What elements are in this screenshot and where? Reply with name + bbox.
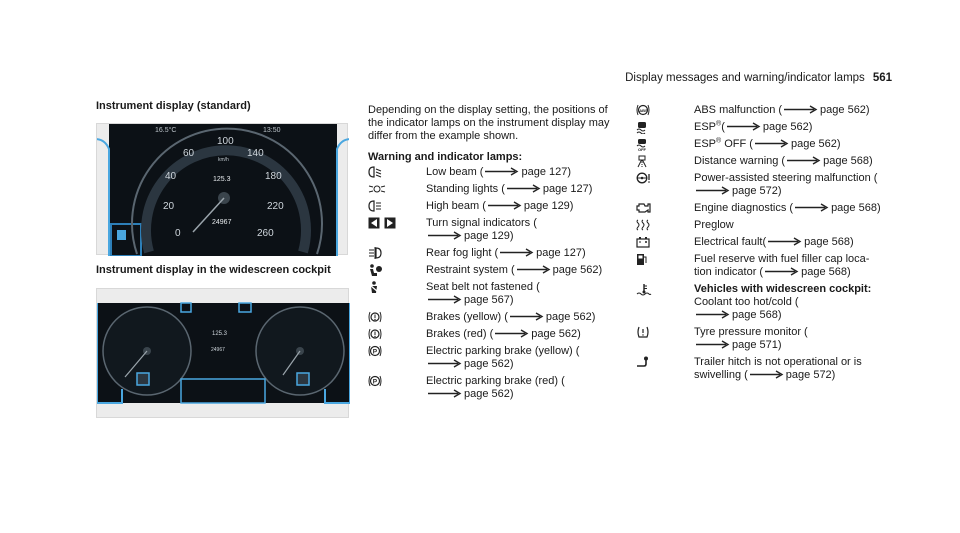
page-link[interactable]: page 562) [545, 311, 596, 323]
item-text: Electric parking brake (red) ( [426, 375, 565, 387]
high-beam-icon [368, 200, 426, 213]
item-text: Preglow [694, 219, 734, 231]
page-link[interactable]: page 127) [521, 166, 572, 178]
coolant-icon [636, 283, 694, 296]
ticks-1: 20 [163, 201, 175, 212]
item-text: Brakes (red) ( [426, 328, 494, 340]
labels-odo: 24967 [212, 219, 232, 226]
page-link[interactable]: page 562) [790, 138, 841, 150]
intro-paragraph: Depending on the display setting, the positions of the indicator lamps on the instrument display may differ from the example shown. [368, 104, 610, 142]
restraint-system-icon [368, 264, 426, 277]
ticks-2: 40 [165, 171, 177, 182]
page-link[interactable]: page 572) [732, 185, 782, 197]
list-item [368, 200, 624, 213]
list-item [368, 183, 624, 196]
list-item [368, 328, 624, 341]
esp-icon [636, 121, 694, 134]
instrument-display-widescreen-image [96, 288, 349, 418]
list-item [636, 172, 906, 198]
abs-icon [636, 104, 694, 117]
item-text: Low beam ( [426, 166, 484, 178]
page-link[interactable]: page 568) [831, 202, 881, 214]
labels-odo: 24967 [211, 347, 225, 353]
page-link[interactable]: page 568) [801, 266, 851, 278]
item-text: Distance warning ( [694, 155, 786, 167]
item-text: Electrical fault( [694, 236, 767, 248]
item-text: Seat belt not fastened ( [426, 281, 540, 293]
item-text: OFF ( [721, 138, 753, 150]
item-text: Electric parking brake (yellow) ( [426, 345, 580, 357]
ticks-6: 180 [265, 171, 282, 182]
ticks-3: 60 [183, 148, 195, 159]
battery-icon [636, 236, 694, 249]
list-item [636, 356, 906, 382]
labels-time: 13:50 [263, 127, 281, 134]
trailer-hitch-icon [636, 356, 694, 369]
list-item [368, 166, 624, 179]
list-item [368, 281, 624, 307]
item-text: Rear fog light ( [426, 247, 499, 259]
page-link[interactable]: page 572) [785, 369, 836, 381]
tyre-pressure-icon [636, 326, 694, 339]
arrow-right-icon [517, 265, 551, 274]
arrow-right-icon [750, 370, 784, 379]
arrow-right-icon [428, 231, 462, 240]
item-text: ESP [694, 138, 717, 150]
list-item [368, 375, 624, 401]
page-link[interactable]: page 571) [732, 339, 782, 351]
parking-brake-red-icon [368, 375, 426, 388]
list-item [636, 326, 906, 352]
header-title: Display messages and warning/indicator lamps [625, 72, 865, 84]
page-link[interactable]: page 562) [552, 264, 603, 276]
page-link[interactable]: page 568) [732, 309, 782, 321]
registered-mark: ® [716, 120, 722, 128]
labels-center: 125.3 [213, 176, 231, 183]
text-column-2 [368, 104, 624, 405]
turn-signal-icon [368, 217, 426, 230]
esp-off-icon [636, 138, 694, 151]
page-link[interactable]: page 127) [536, 247, 586, 259]
list-item [636, 202, 906, 215]
page-link[interactable]: page 129) [523, 200, 574, 212]
list-item [368, 247, 624, 260]
page-link[interactable]: page 568) [823, 155, 873, 167]
list-item [636, 138, 906, 151]
item-text: ( [721, 121, 725, 133]
list-item [368, 217, 624, 243]
arrow-right-icon [696, 310, 730, 319]
page-link[interactable]: page 562) [531, 328, 581, 340]
caption-standard: Instrument display (standard) [96, 100, 251, 112]
list-item [636, 155, 906, 168]
list-item [636, 104, 906, 117]
arrow-right-icon [485, 167, 519, 176]
standing-lights-icon [368, 183, 426, 196]
warnings-heading: Warning and indicator lamps: [368, 151, 523, 163]
list-item [636, 219, 906, 232]
list-item [636, 236, 906, 249]
page-link[interactable]: page 127) [542, 183, 593, 195]
arrow-right-icon [428, 389, 462, 398]
page-header [625, 72, 892, 84]
preglow-icon [636, 219, 694, 232]
arrow-right-icon [784, 105, 818, 114]
page-number: 561 [872, 72, 892, 84]
item-text: Power-assisted steering malfunction ( [694, 172, 878, 184]
item-text: High beam ( [426, 200, 486, 212]
list-item [368, 264, 624, 277]
arrow-right-icon [765, 267, 799, 276]
arrow-right-icon [495, 329, 529, 338]
svg-text:P: P [372, 348, 378, 356]
page-link[interactable]: page 568) [804, 236, 854, 248]
page-link[interactable]: page 562) [464, 358, 514, 370]
item-text: swivelling ( [694, 369, 748, 381]
parking-brake-yellow-icon [368, 345, 426, 358]
item-text: Restraint system ( [426, 264, 515, 276]
item-text: Trailer hitch is not operational or is [694, 356, 862, 368]
page-link[interactable]: page 129) [464, 230, 514, 242]
distance-warning-icon [636, 155, 694, 168]
item-text: Standing lights ( [426, 183, 505, 195]
ticks-0: 0 [175, 228, 181, 239]
registered-mark: ® [716, 137, 722, 145]
ticks-5: 140 [247, 148, 264, 159]
ticks-4: 100 [217, 136, 234, 147]
labels-center: 125.3 [212, 331, 228, 337]
item-text: Fuel reserve with fuel filler cap loca- [694, 253, 870, 265]
arrow-right-icon [768, 237, 802, 246]
arrow-right-icon [507, 184, 541, 193]
arrow-right-icon [727, 122, 761, 131]
labels-unit: km/h [218, 157, 229, 163]
svg-text:ABS: ABS [639, 107, 648, 113]
engine-icon [636, 202, 694, 215]
arrow-right-icon [795, 203, 829, 212]
list-item [368, 345, 624, 371]
item-heading: Vehicles with widescreen cockpit: [694, 283, 872, 295]
seat-belt-icon [368, 281, 426, 294]
caption-widescreen: Instrument display in the widescreen cockpit [96, 264, 331, 276]
list-item [368, 311, 624, 324]
arrow-right-icon [755, 139, 789, 148]
low-beam-icon [368, 166, 426, 179]
page-link[interactable]: page 562) [464, 388, 514, 400]
rear-fog-light-icon [368, 247, 426, 260]
item-text: Brakes (yellow) ( [426, 311, 508, 323]
list-item [636, 253, 906, 279]
image-column [96, 100, 356, 418]
page-link[interactable]: page 562) [820, 104, 870, 116]
arrow-right-icon [500, 248, 534, 257]
arrow-right-icon [696, 186, 730, 195]
item-text: ABS malfunction ( [694, 104, 783, 116]
ticks-7: 220 [267, 201, 284, 212]
arrow-right-icon [428, 359, 462, 368]
text-column-3 [636, 104, 906, 386]
fuel-icon [636, 253, 694, 266]
arrow-right-icon [510, 312, 544, 321]
item-text: Tyre pressure monitor ( [694, 326, 808, 338]
arrow-right-icon [787, 156, 821, 165]
svg-text:P: P [372, 378, 378, 386]
item-text: Coolant too hot/cold ( [694, 296, 799, 308]
steering-icon [636, 172, 694, 185]
item-text: tion indicator ( [694, 266, 764, 278]
arrow-right-icon [488, 201, 522, 210]
brake-red-icon [368, 328, 426, 341]
svg-text:OFF: OFF [638, 146, 646, 151]
list-item [636, 121, 906, 134]
brake-yellow-icon [368, 311, 426, 324]
ticks-8: 260 [257, 228, 274, 239]
item-text: ESP [694, 121, 717, 133]
instrument-display-standard-image [96, 123, 348, 255]
item-text: Engine diagnostics ( [694, 202, 794, 214]
arrow-right-icon [696, 340, 730, 349]
page-link[interactable]: page 567) [464, 294, 514, 306]
labels-temp: 16.5°C [155, 127, 177, 134]
page-link[interactable]: page 562) [762, 121, 813, 133]
item-text: Turn signal indicators ( [426, 217, 537, 229]
arrow-right-icon [428, 295, 462, 304]
list-item [636, 283, 906, 322]
